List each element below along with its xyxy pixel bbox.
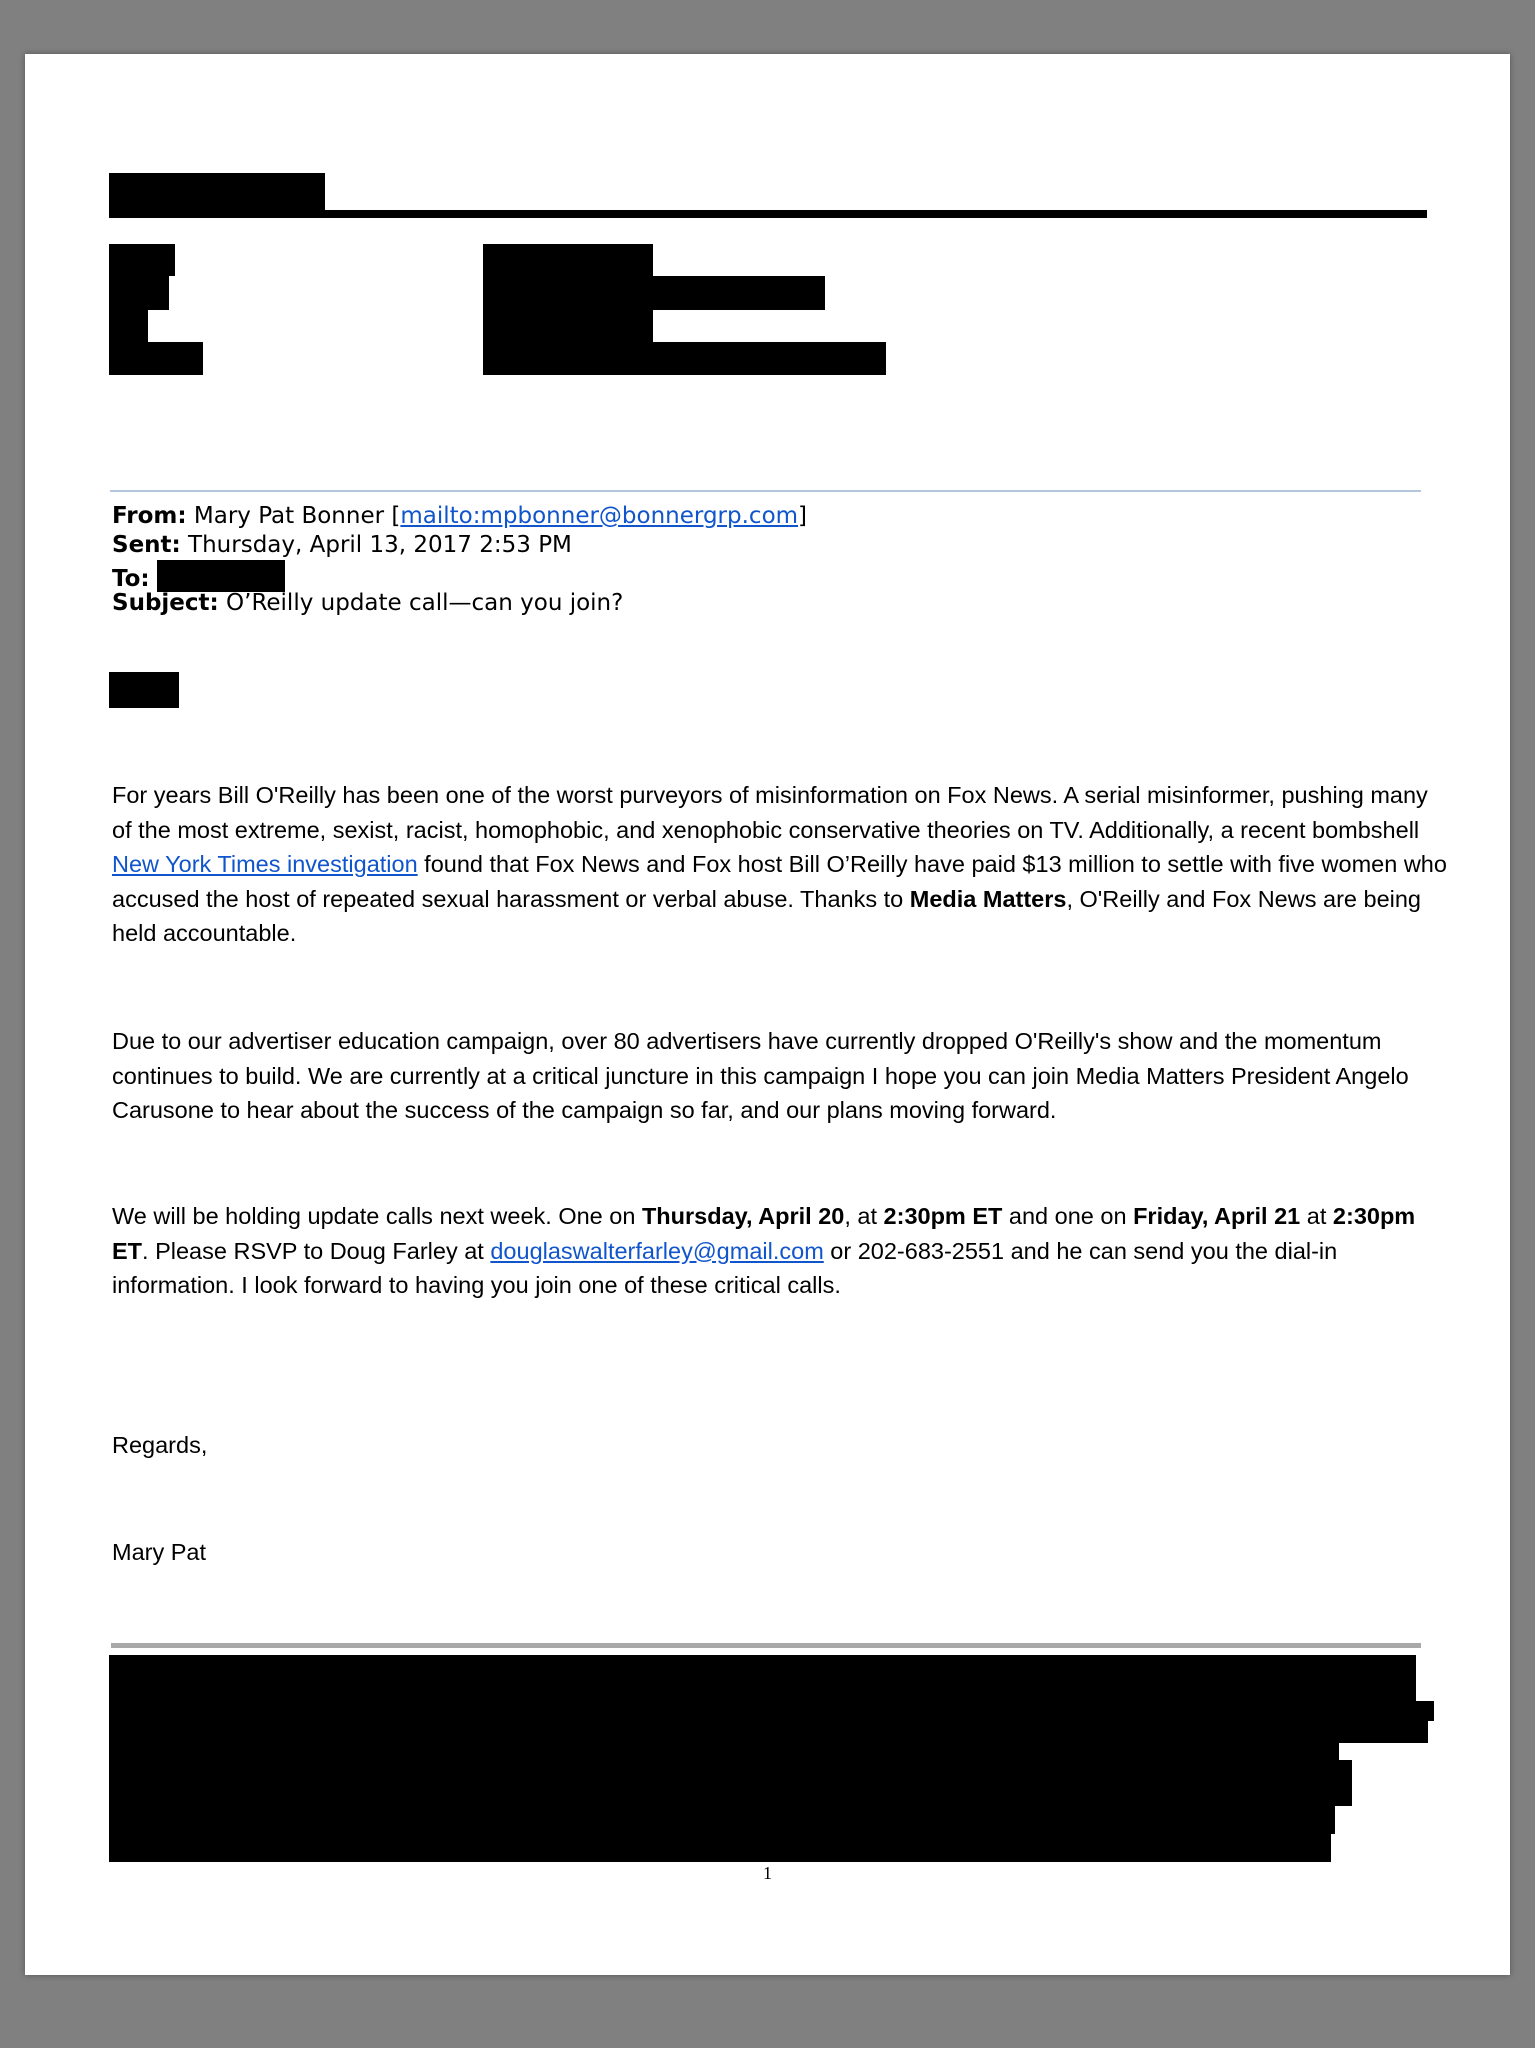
- signature-text: Mary Pat: [112, 1539, 207, 1565]
- from-name: Mary Pat Bonner: [193, 503, 385, 529]
- salutation-redaction: [109, 672, 179, 708]
- signature-redaction: [109, 1790, 1335, 1834]
- signature-redaction: [109, 1721, 1362, 1743]
- rsvp-email-link[interactable]: douglaswalterfarley@gmail.com: [490, 1237, 824, 1264]
- closing: [112, 1428, 1452, 1463]
- signature-redaction: [109, 1655, 1416, 1701]
- document-page: [25, 54, 1510, 1975]
- subject-label: Subject:: [112, 590, 219, 616]
- sent-value: Thursday, April 13, 2017 2:53 PM: [188, 532, 572, 558]
- paragraph-3-text: or 202-683-2551 and he can send you the dial-in information. I look forward to having you join one of these critical calls.: [112, 1237, 1338, 1298]
- subject-line: [112, 589, 1412, 618]
- redaction-block: [109, 342, 203, 375]
- signature-divider: [111, 1643, 1421, 1648]
- paragraph-1: [112, 778, 1452, 951]
- sent-line: [112, 531, 1412, 560]
- redaction-block: [109, 310, 148, 342]
- paragraph-1-text: For years Bill O'Reilly has been one of the worst purveyors of misinformation on Fox News. A serial misinformer, pushing many of the most extreme, sexist, racist, homophobic, and xenophobic conservative theories on TV. Additionally, a recent bombshell: [112, 782, 1428, 843]
- paragraph-1-bold: Media Matters: [909, 885, 1067, 912]
- paragraph-1-text: , O'Reilly and Fox News are being held accountable.: [112, 885, 1421, 946]
- paragraph-3-text: at: [1300, 1203, 1333, 1229]
- from-label: From:: [112, 503, 187, 529]
- redaction-block: [109, 244, 175, 276]
- paragraph-3: [112, 1199, 1452, 1303]
- paragraph-3-bold: Friday, April 21: [1133, 1203, 1301, 1229]
- nyt-investigation-link[interactable]: New York Times investigation: [112, 851, 418, 877]
- redaction-block: [483, 244, 653, 375]
- paragraph-3-text: . Please RSVP to Doug Farley at: [142, 1237, 491, 1264]
- from-line: From: Mary Pat Bonner [mailto:mpbonner@bonnergrp.com]: [112, 503, 808, 529]
- sent-label: Sent:: [112, 532, 181, 558]
- redaction-block: [109, 173, 325, 215]
- paragraph-3-bold: 2:30pm ET: [112, 1203, 1416, 1264]
- paragraph-1-text: found that Fox News and Fox host Bill O’Reilly have paid $13 million to settle with five women who accused the host of repeated sexual harassment or verbal abuse. Thanks to: [112, 851, 1447, 912]
- signature-redaction: [109, 1701, 1434, 1721]
- redaction-block: [651, 276, 825, 310]
- to-redaction: [157, 560, 285, 592]
- paragraph-3-bold: Thursday, April 20: [641, 1203, 845, 1229]
- signature-redaction: [109, 1743, 1339, 1790]
- paragraph-3-text: We will be holding update calls next week. One on: [112, 1203, 642, 1229]
- email-header-divider: [110, 490, 1421, 492]
- redaction-block: [109, 276, 169, 310]
- paragraph-2: [112, 1024, 1452, 1128]
- paragraph-3-bold: 2:30pm ET: [883, 1203, 1003, 1229]
- header-rule: [109, 210, 1427, 218]
- email-header: [112, 502, 1412, 618]
- redaction-block: [651, 342, 886, 375]
- signature-redaction: [1335, 1718, 1428, 1743]
- paragraph-3-text: and one on: [1002, 1203, 1134, 1229]
- paragraph-2-text: Due to our advertiser education campaign, over 80 advertisers have currently dropped O'Reilly's show and the momentum continues to build. We are currently at a critical juncture in this campaign I hope you can join Media Matters President Angelo Carusone to hear about the success of the campaign so far, and our plans moving forward.: [112, 1028, 1409, 1123]
- signature-redaction: [109, 1834, 1331, 1862]
- subject-value: O’Reilly update call—can you join?: [226, 590, 624, 616]
- closing-text: Regards,: [112, 1432, 208, 1458]
- to-line: [112, 560, 1412, 592]
- signature: [112, 1535, 1452, 1570]
- paragraph-3-text: , at: [844, 1203, 884, 1229]
- to-label: To:: [112, 566, 150, 592]
- from-email-link[interactable]: mailto:mpbonner@bonnergrp.com: [400, 503, 799, 529]
- page-number: 1: [763, 1863, 772, 1883]
